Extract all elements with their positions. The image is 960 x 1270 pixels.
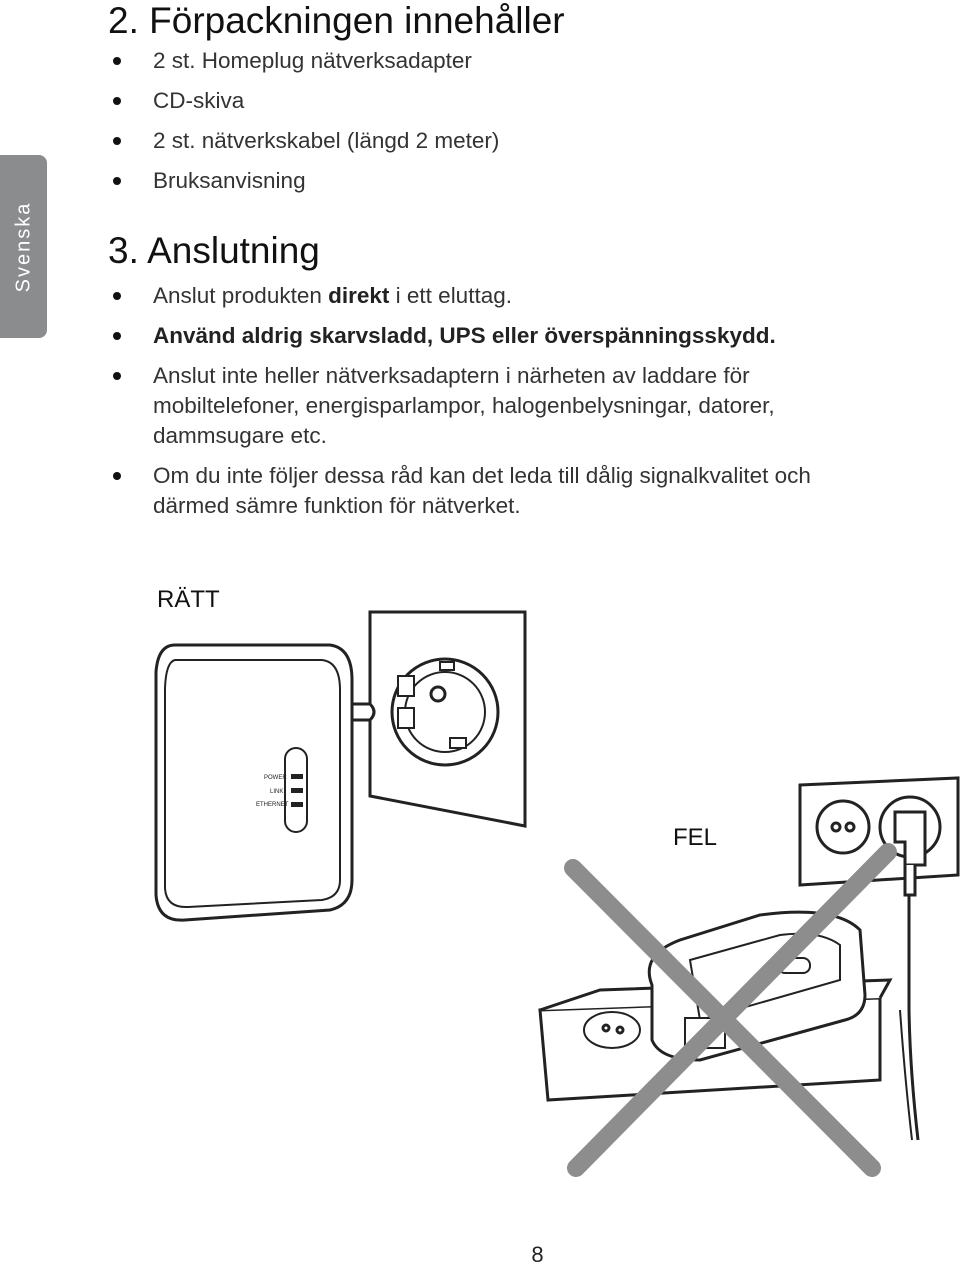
wrong-label: FEL [673, 824, 718, 851]
led-label-power: POWER [264, 775, 287, 781]
list-item: 2 st. nätverkskabel (längd 2 meter) [108, 126, 828, 156]
correct-label: RÄTT [157, 586, 220, 613]
power-cable [909, 895, 918, 1140]
list-item: 2 st. Homeplug nätverksadapter [108, 46, 828, 76]
list-item: Anslut inte heller nätverksadaptern i närheten av laddare för mobiltelefoner, energisparlampor, halogenbelysningar, datorer, dammsugare etc. [108, 361, 828, 451]
text-span: i ett eluttag. [389, 283, 512, 308]
page-number: 8 [531, 1242, 544, 1267]
led-label-link: LINK [270, 789, 284, 795]
adapter-correct [156, 645, 352, 920]
section-heading-connection: 3. Anslutning [108, 230, 320, 271]
list-item: Om du inte följer dessa råd kan det leda till dålig signalkvalitet och därmed sämre funktion för nätverket. [108, 461, 828, 521]
list-item: Använd aldrig skarvsladd, UPS eller överspänningsskydd. [108, 321, 828, 351]
list-item: Bruksanvisning [108, 166, 828, 196]
language-label: Svenska [12, 201, 34, 292]
list-item: CD-skiva [108, 86, 828, 116]
text-span: Anslut produkten [153, 283, 329, 308]
led-label-ethernet: ETHERNET [256, 802, 289, 808]
wall-socket-correct [370, 612, 525, 826]
section-heading-package-contents: 2. Förpackningen innehåller [108, 0, 565, 41]
wall-socket-wrong [800, 778, 958, 895]
emphasis-text: direkt [328, 283, 390, 308]
